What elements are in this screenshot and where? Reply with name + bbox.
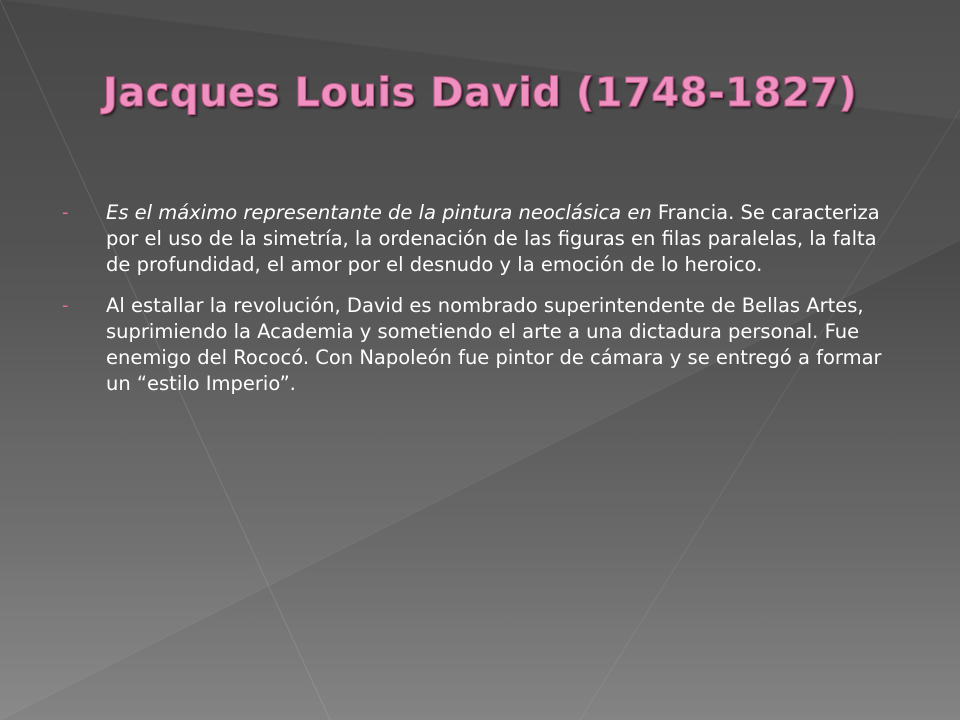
slide-title: Jacques Louis David (1748-1827): [102, 70, 858, 116]
bullet-item: [62, 293, 902, 397]
bullet-text: Francia. Se caracteriza por el uso de la simetría, la ordenación de las figuras en filas paralelas, la falta de profundidad, el amor por el desnudo y la emoción de lo heroico.: [106, 201, 880, 276]
slide-content: [62, 200, 902, 412]
bullet-marker: -: [62, 295, 69, 316]
bullet-text: Al estallar la revolución, David es nombrado superintendente de Bellas Artes, suprimiendo la Academia y sometiendo el arte a una dictadura personal. Fue enemigo del Rococó. Con Napoleón fue pintor de cámara y se entregó a formar un “estilo Imperio”.: [106, 294, 882, 395]
bullet-marker: -: [62, 202, 69, 223]
bullet-italic-intro: Es el máximo representante de la pintura neoclásica en: [106, 201, 658, 224]
bullet-item: [62, 200, 902, 278]
